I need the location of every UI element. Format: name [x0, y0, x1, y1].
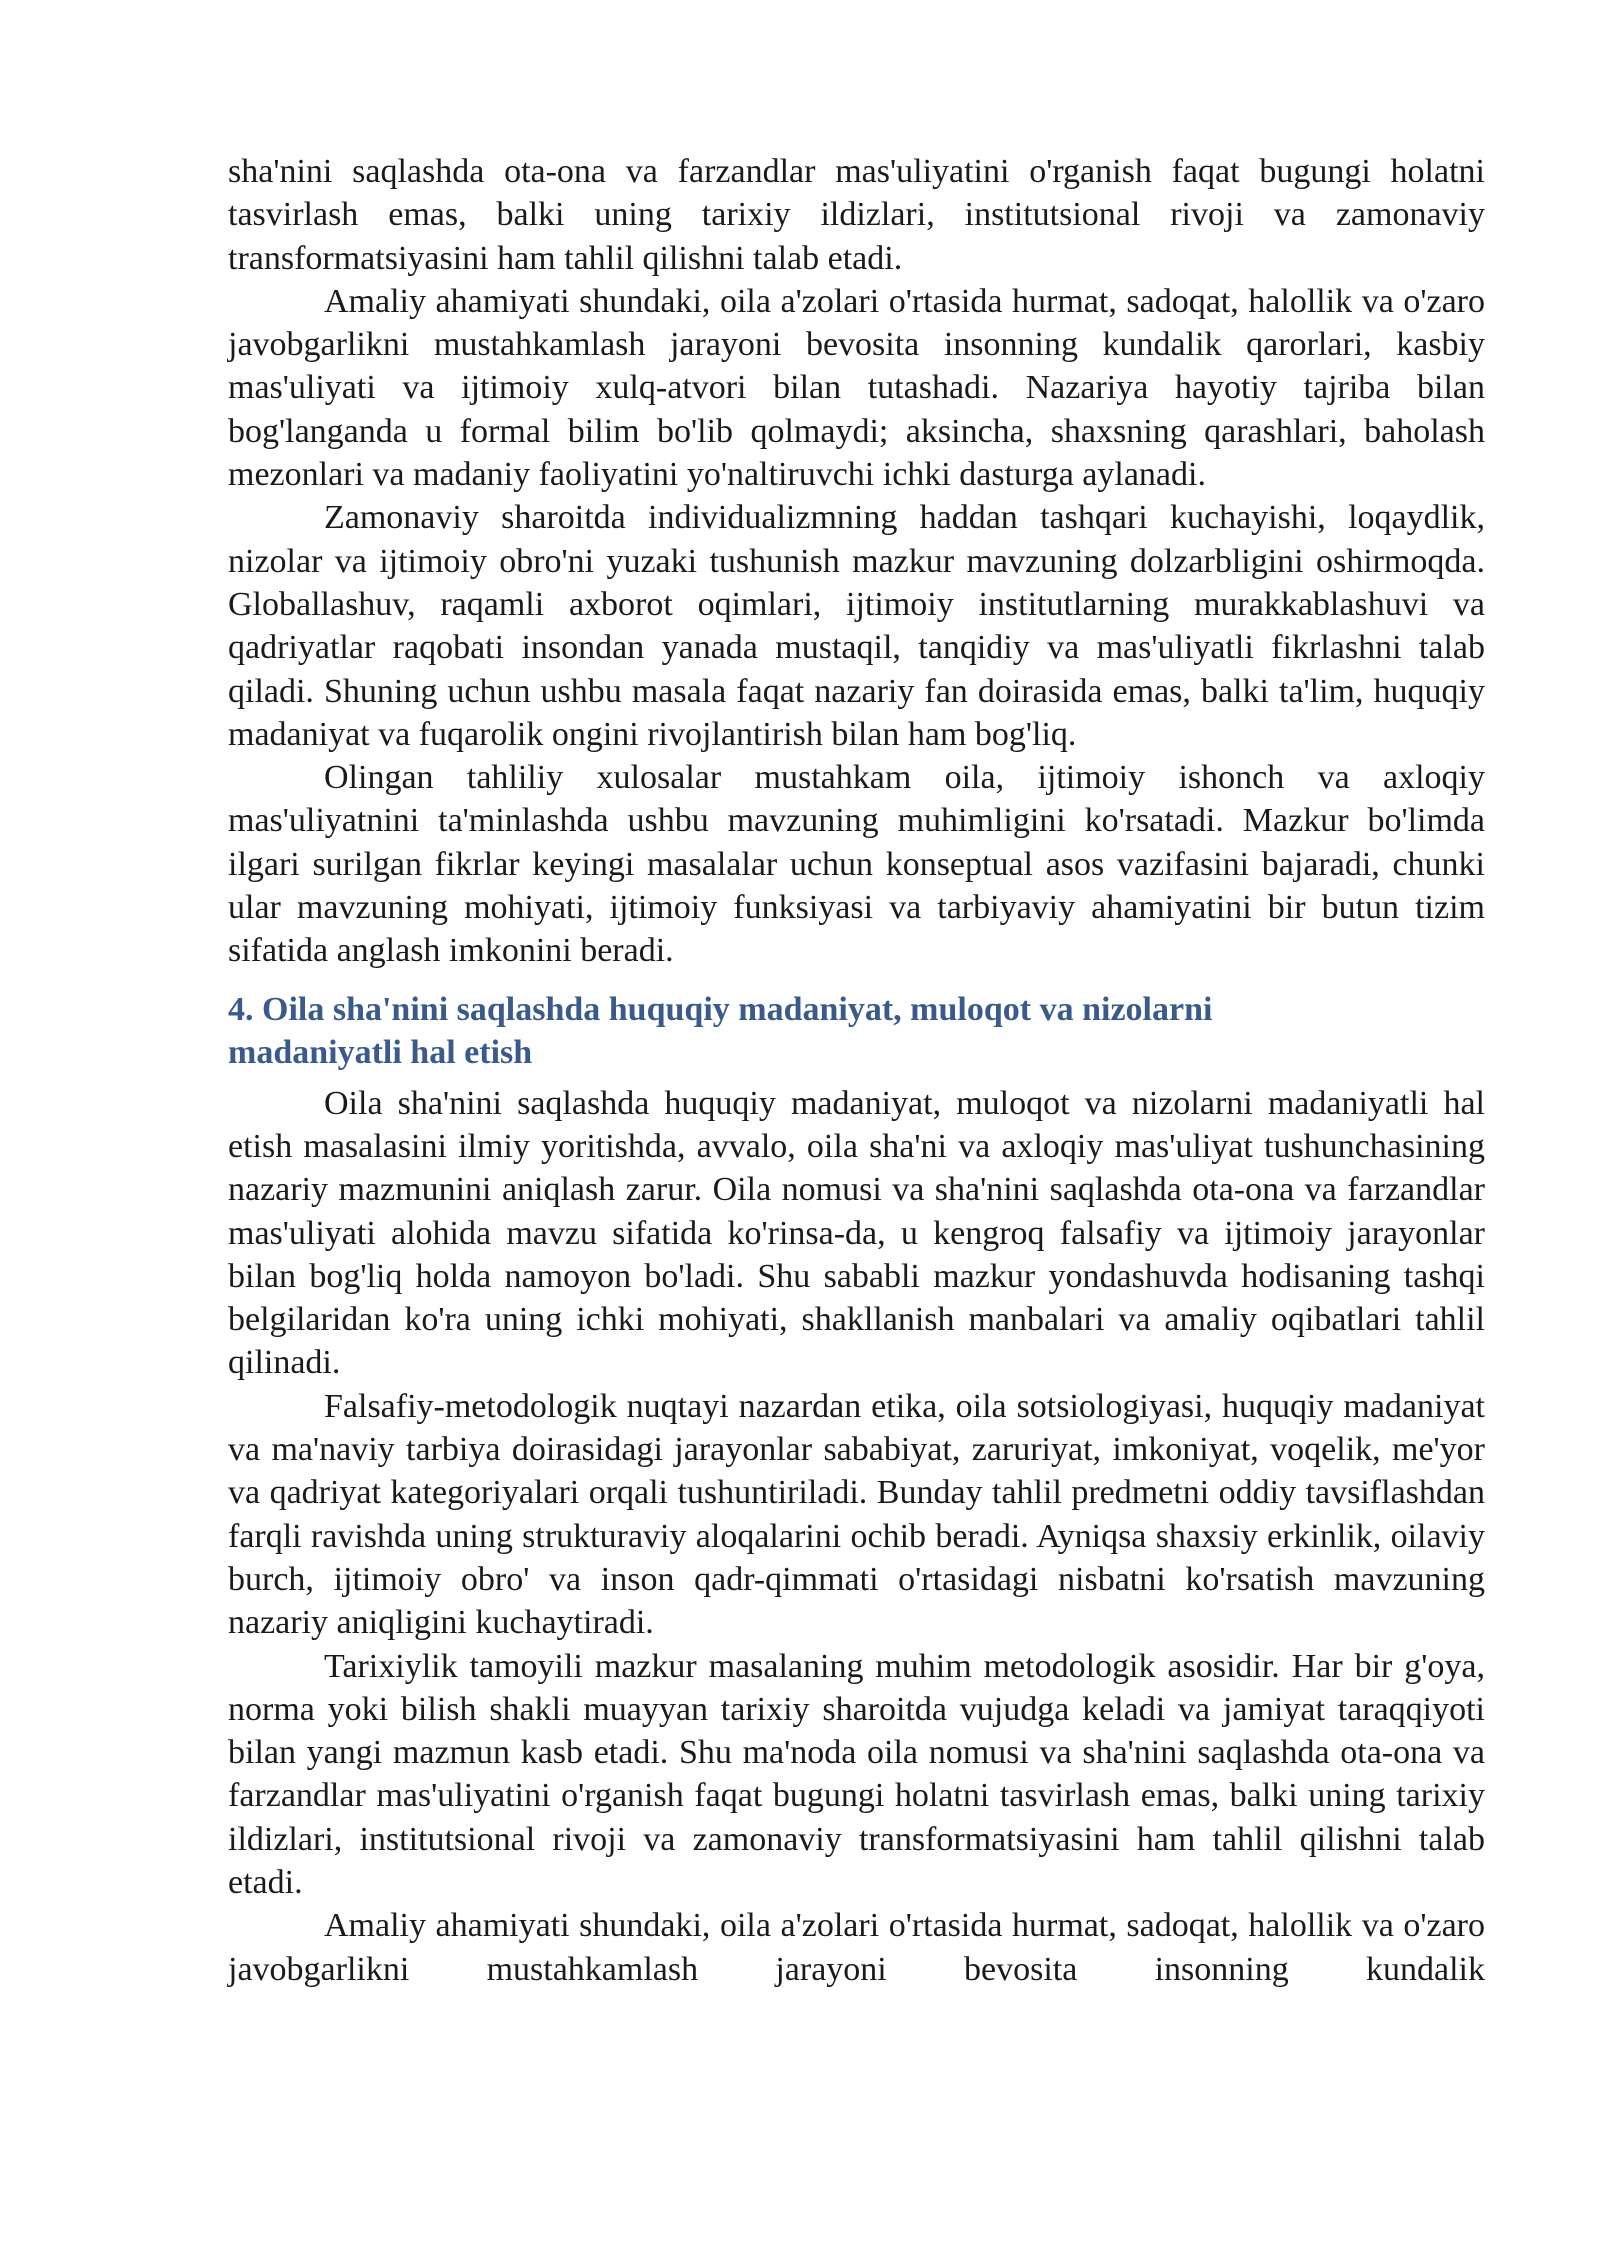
paragraph-conclusions: Olingan tahliliy xulosalar mustahkam oila, ijtimoiy ishonch va axloqiy mas'uliyatnini ta'minlashda ushbu mavzuning muhimligini ko'rsatadi. Mazkur bo'limda ilgari surilgan fikrlar keyingi masalalar uchun konseptual asos vazifasini bajaradi, chunki ular mavzuning mohiyati, ijtimoiy funksiyasi va tarbiyaviy ahamiyatini bir butun tizim sifatida anglash imkonini beradi. [228, 759, 1485, 970]
paragraph-practical-significance: Amaliy ahamiyati shundaki, oila a'zolari o'rtasida hurmat, sadoqat, halollik va o'zaro javobgarlikni mustahkamlash jarayoni bevosita insonning kundalik qarorlari, kasbiy mas'uliyati va ijtimoiy xulq-atvori bilan tutashadi. Nazariya hayotiy tajriba bilan bog'langanda u formal bilim bo'lib qolmaydi; aksincha, shaxsning qarashlari, baholash mezonlari va madaniy faoliyatini yo'naltiruvchi ichki dasturga aylanadi. [228, 282, 1485, 494]
section-heading: 4. Oila sha'nini saqlashda huquqiy madaniyat, muloqot va nizolarni madaniyatli hal etish [228, 990, 1213, 1071]
paragraph-practical-significance-cut: Amaliy ahamiyati shundaki, oila a'zolari o'rtasida hurmat, sadoqat, halollik va o'zaro javobgarlikni mustahkamlash jarayoni bevosita insonning kundalik [228, 1907, 1485, 1988]
paragraph-continuation: sha'nini saqlashda ota-ona va farzandlar mas'uliyatini o'rganish faqat bugungi holatni tasvirlash emas, balki uning tarixiy ildizlari, institutsional rivoji va zamonaviy transformatsiyasini ham tahlil qilishni talab etadi. [228, 153, 1485, 277]
paragraph-section-intro: Oila sha'nini saqlashda huquqiy madaniyat, muloqot va nizolarni madaniyatli hal etish masalasini ilmiy yoritishda, avvalo, oila sha'ni va axloqiy mas'uliyat tushunchasining nazariy mazmunini aniqlash zarur. Oila nomusi va sha'nini saqlashda ota-ona va farzandlar mas'uliyati alohida mavzu sifatida ko'rinsa-da, u kengroq falsafiy va ijtimoiy jarayonlar bilan bog'liq holda namoyon bo'ladi. Shu sababli mazkur yondashuvda hodisaning tashqi belgilaridan ko'ra uning ichki mohiyati, shakllanish manbalari va amaliy oqibatlari tahlil qilinadi. [228, 1084, 1485, 1382]
paragraph-methodology: Falsafiy-metodologik nuqtayi nazardan etika, oila sotsiologiyasi, huquqiy madaniyat va ma'naviy tarbiya doirasidagi jarayonlar sababiyat, zaruriyat, imkoniyat, voqelik, me'yor va qadriyat kategoriyalari orqali tushuntiriladi. Bunday tahlil predmetni oddiy tavsiflashdan farqli ravishda uning strukturaviy aloqalarini ochib beradi. Ayniqsa shaxsiy erkinlik, oilaviy burch, ijtimoiy obro' va inson qadr-qimmati o'rtasidagi nisbatni ko'rsatish mavzuning nazariy aniqligini kuchaytiradi. [228, 1387, 1485, 1642]
paragraph-modern-conditions: Zamonaviy sharoitda individualizmning haddan tashqari kuchayishi, loqaydlik, nizolar va ijtimoiy obro'ni yuzaki tushunish mazkur mavzuning dolzarbligini oshirmoqda. Globallashuv, raqamli axborot oqimlari, ijtimoiy institutlarning murakkablashuvi va qadriyatlar raqobati insondan yanada mustaqil, tanqidiy va mas'uliyatli fikrlashni talab qiladi. Shuning uchun ushbu masala faqat nazariy fan doirasida emas, balki ta'lim, huquqiy madaniyat va fuqarolik ongini rivojlantirish bilan ham bog'liq. [228, 499, 1485, 753]
document-page [228, 150, 1485, 1991]
paragraph-historicity: Tarixiylik tamoyili mazkur masalaning muhim metodologik asosidir. Har bir g'oya, norma yoki bilish shakli muayyan tarixiy sharoitda vujudga keladi va jamiyat taraqqiyoti bilan yangi mazmun kasb etadi. Shu ma'noda oila nomusi va sha'nini saqlashda ota-ona va farzandlar mas'uliyatini o'rganish faqat bugungi holatni tasvirlash emas, balki uning tarixiy ildizlari, institutsional rivoji va zamonaviy transformatsiyasini ham tahlil qilishni talab etadi. [228, 1647, 1485, 1901]
